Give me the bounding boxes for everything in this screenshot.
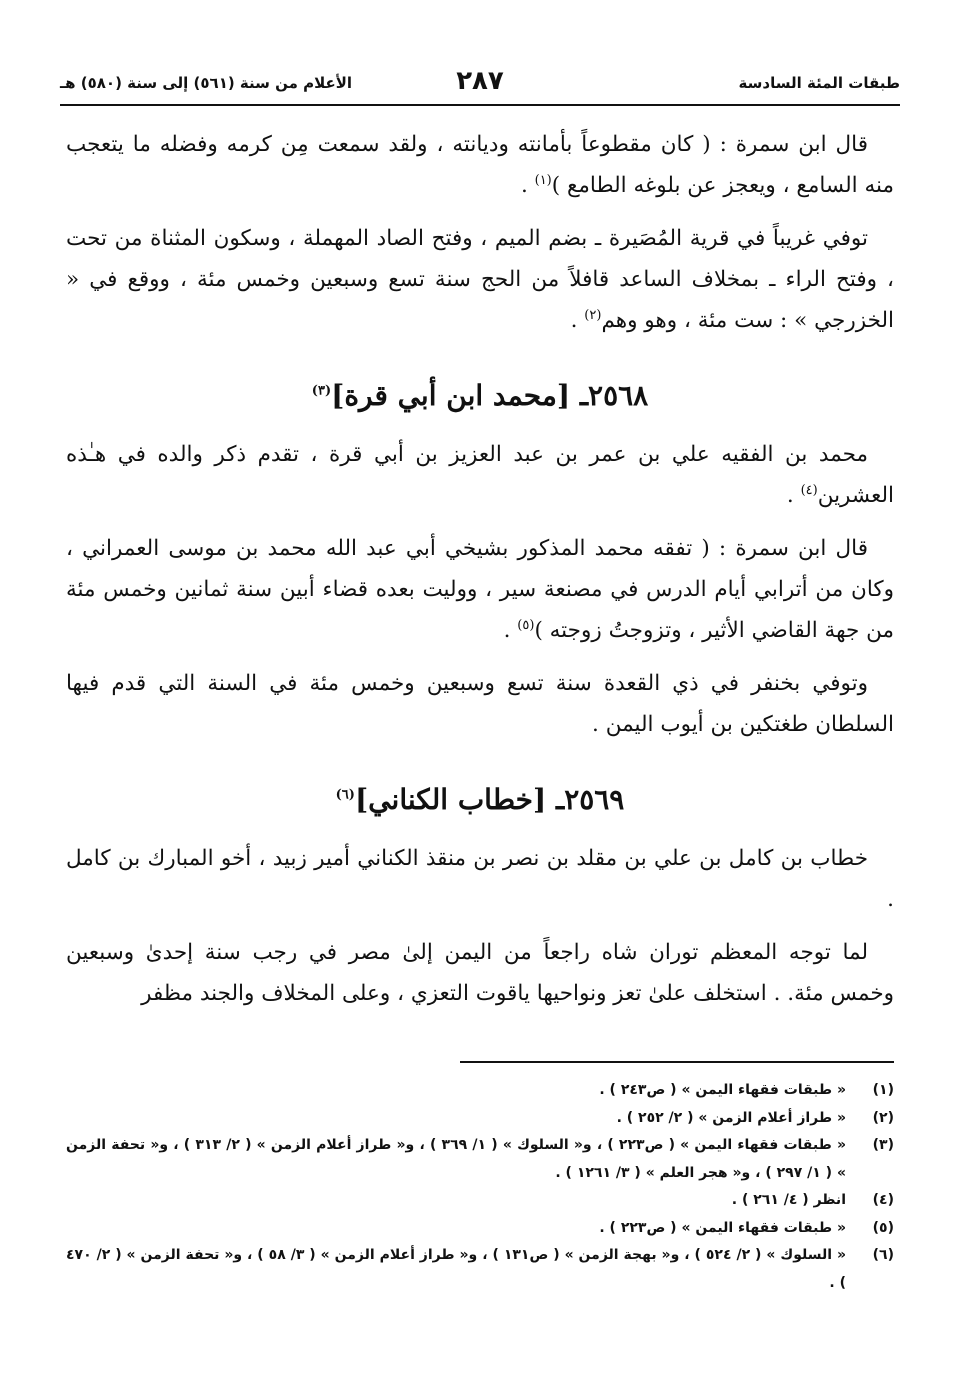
- footnote-number: (٥): [872, 1219, 894, 1236]
- footnote-marker[interactable]: (٦): [335, 787, 355, 803]
- paragraph-tail: .: [503, 618, 518, 643]
- footnote: [66, 1077, 894, 1105]
- paragraph: [66, 663, 894, 745]
- footnote-number: (٢): [872, 1109, 894, 1126]
- paragraph-text: قال ابن سمرة : ( كان مقطوعاً بأمانته وديانته ، ولقد سمعت مِن كرمه وفضله ما يتعجب منه السامع ، ويعجز عن بلوغه الطامع ): [66, 132, 894, 198]
- footnote-divider: [460, 1061, 894, 1063]
- footnote-marker[interactable]: (١): [534, 172, 552, 188]
- paragraph-text: وتوفي بخنفر في ذي القعدة سنة تسع وسبعين وخمس مئة في السنة التي قدم فيها السلطان طغتكين بن أيوب اليمن .: [66, 671, 894, 737]
- footnote-marker[interactable]: (٣): [311, 383, 332, 399]
- paragraph-tail: .: [520, 173, 535, 198]
- footnote: [66, 1187, 894, 1215]
- paragraph: [66, 124, 894, 206]
- footnote-text: « السلوك » ( ٢/ ٥٢٤ ) ، و« بهجة الزمن » ( ص١٣١ ) ، و« طراز أعلام الزمن » ( ٣/ ٥٨ ) ، و« تحفة الزمن » ( ٢/ ٤٧٠ ) .: [66, 1247, 846, 1291]
- footnote-number: (٣): [872, 1137, 894, 1153]
- header-years-range: الأعلام من سنة (٥٦١) إلى سنة (٥٨٠) هـ: [60, 74, 353, 92]
- paragraph-tail: .: [570, 308, 585, 333]
- running-header: [60, 66, 900, 100]
- entry-heading-2568: [66, 375, 894, 416]
- footnote-text: انظر ( ٤/ ٢٦١ ) .: [731, 1192, 846, 1208]
- footnote: [66, 1132, 894, 1187]
- footnote: [66, 1242, 894, 1297]
- paragraph: [66, 218, 894, 341]
- footnote-text: « طبقات فقهاء اليمن » ( ص٢٢٣ ) .: [599, 1219, 846, 1236]
- footnote-text: « طبقات فقهاء اليمن » ( ص٢٤٣ ) .: [599, 1082, 846, 1098]
- paragraph-text: توفي غريباً في قرية المُصَيرة ـ بضم الميم ، وفتح الصاد المهملة ، وسكون المثناة من تحت ، وفتح الراء ـ بمخلاف الساعد قافلاً من الحج سنة تسع وسبعين وخمس مئة ، ووقع في « الخزرجي » : ست مئة ، وهو وهم: [66, 226, 894, 333]
- entry-heading-2569: [66, 779, 894, 820]
- footnote: [66, 1105, 894, 1133]
- footnote-marker[interactable]: (٤): [800, 482, 818, 498]
- paragraph: [66, 528, 894, 651]
- footnote-number: (٦): [872, 1247, 894, 1263]
- paragraph: [66, 838, 894, 920]
- header-divider: [60, 104, 900, 106]
- footnote-text: « طبقات فقهاء اليمن » ( ص٢٢٣ ) ، و« السلوك » ( ١/ ٣٦٩ ) ، و« طراز أعلام الزمن » ( ٢/ ٣١٣ ) ، و« تحفة الزمن » ( ١/ ٢٩٧ ) ، و« هجر العلم » ( ٣/ ١٢٦١ ) .: [66, 1137, 846, 1181]
- paragraph-text: لما توجه المعظم توران شاه راجعاً من اليمن إلىٰ مصر في رجب سنة إحدىٰ وسبعين وخمس مئة. . استخلف علىٰ تعز ونواحيها ياقوت التعزي ، وعلى المخلاف والجند مظفر: [66, 940, 894, 1006]
- footnote-marker[interactable]: (٢): [584, 307, 602, 323]
- footnote-marker[interactable]: (٥): [517, 617, 535, 633]
- footnotes: [66, 1077, 894, 1297]
- paragraph: [66, 932, 894, 1014]
- page-number: ٢٨٧: [456, 66, 504, 96]
- footnote-number: (٤): [872, 1192, 894, 1208]
- entry-heading-text: ٢٥٦٨ـ [محمد ابن أبي قرة]: [331, 379, 649, 412]
- main-text: [66, 124, 894, 1026]
- entry-heading-text: ٢٥٦٩ـ [خطاب الكناني]: [354, 783, 625, 816]
- paragraph: [66, 434, 894, 516]
- paragraph-tail: .: [786, 483, 801, 508]
- paragraph-text: محمد بن الفقيه علي بن عمر بن عبد العزيز بن أبي قرة ، تقدم ذكر والده في هـٰذه العشرين: [66, 442, 894, 508]
- header-section-title: طبقات المئة السادسة: [738, 74, 900, 92]
- paragraph-text: قال ابن سمرة : ( تفقه محمد المذكور بشيخي أبي عبد الله محمد بن موسى العمراني ، وكان من أترابي أيام الدرس في مصنعة سير ، ووليت بعده قضاء أبين سنة ثمانين وخمس مئة من جهة القاضي الأثير ، وتزوجتُ زوجته ): [66, 536, 894, 643]
- paragraph-text: خطاب بن كامل بن علي بن مقلد بن نصر بن منقذ الكناني أمير زبيد ، أخو المبارك بن كامل .: [66, 846, 894, 912]
- footnote-text: « طراز أعلام الزمن » ( ٢/ ٢٥٢ ) .: [616, 1109, 846, 1126]
- footnote-number: (١): [872, 1082, 894, 1098]
- footnote: [66, 1215, 894, 1243]
